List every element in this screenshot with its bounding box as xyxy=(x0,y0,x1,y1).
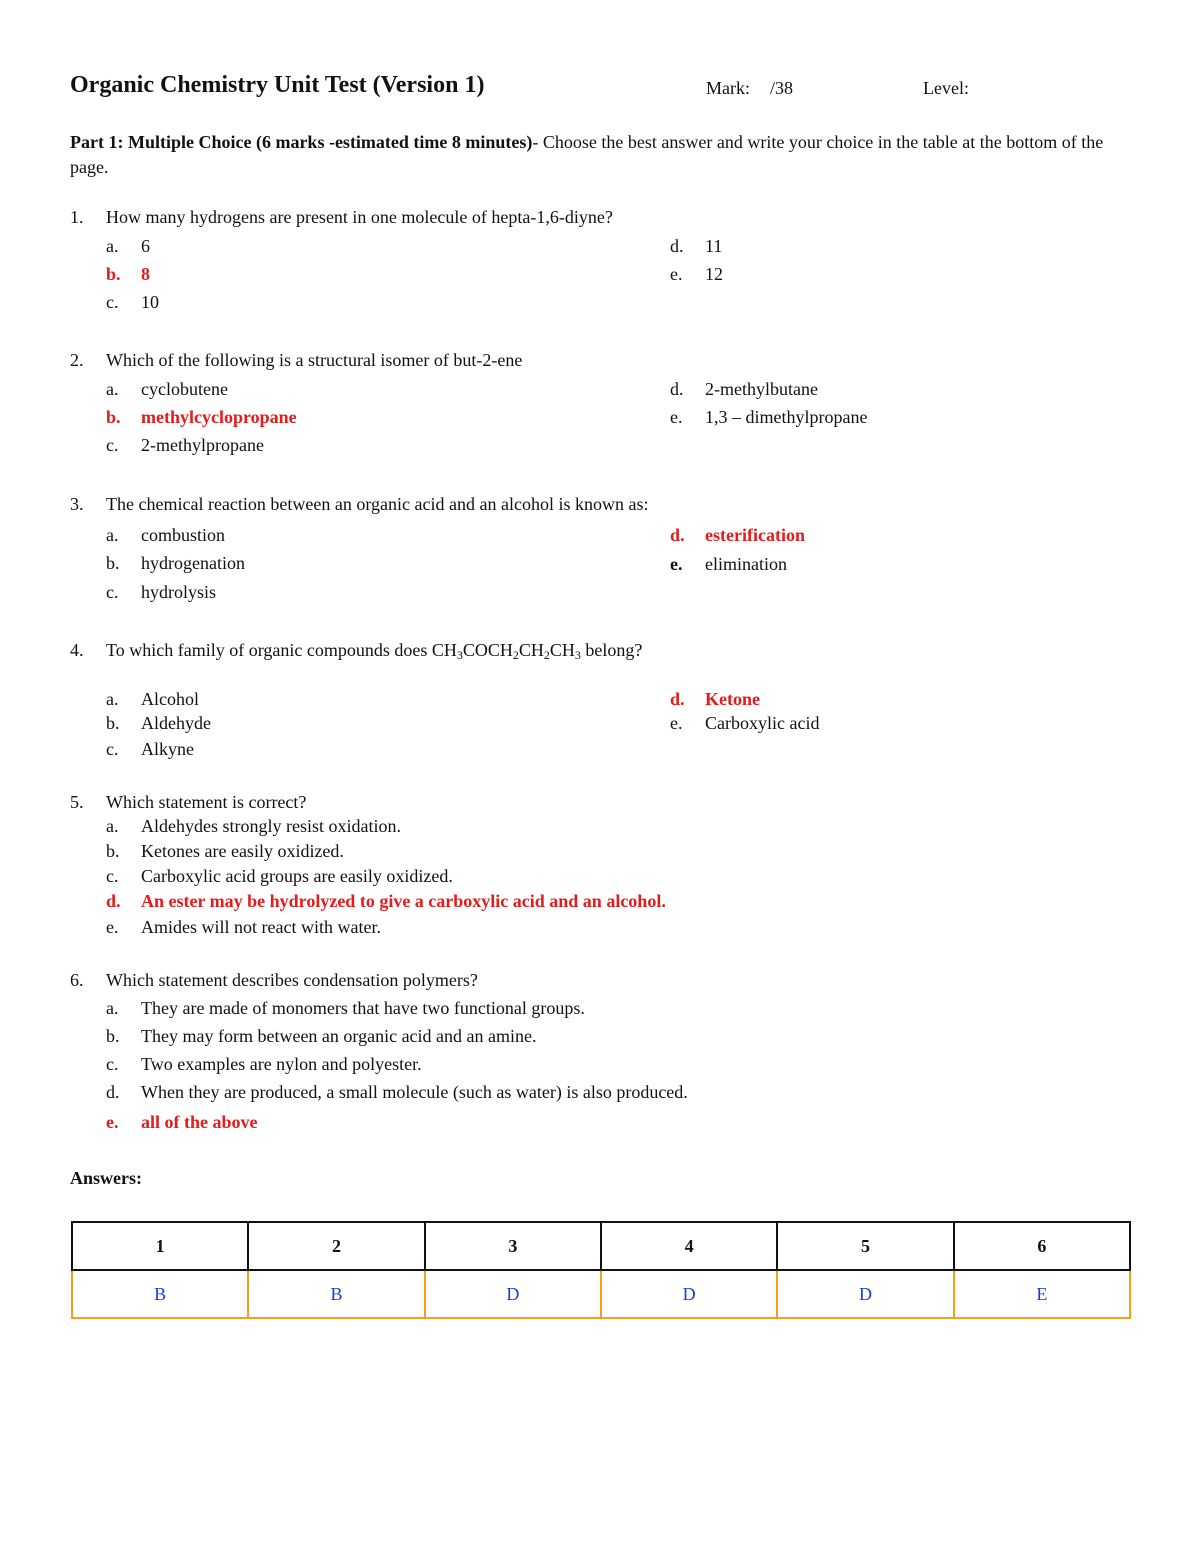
mark-total: /38 xyxy=(770,78,794,98)
question-stem: To which family of organic compounds does $CH_3COCH_2CH_2CH_3$ belong? xyxy=(106,640,643,662)
answer-header-1: 1 xyxy=(72,1222,248,1270)
answer-header-3: 3 xyxy=(425,1222,601,1270)
answer-cell-2[interactable]: B xyxy=(248,1270,424,1318)
answer-cell-1[interactable]: B xyxy=(72,1270,248,1318)
question-3: 3. The chemical reaction between an organic acid and an alcohol is known as: a. combustion b. hydrogenation c. hydrolysis d. esterification e. elimination xyxy=(70,491,1130,517)
answer-cell-4[interactable]: D xyxy=(601,1270,777,1318)
answer-cell-3[interactable]: D xyxy=(425,1270,601,1318)
test-header xyxy=(70,72,1130,108)
part1-intro xyxy=(70,130,1110,180)
answer-cell-6[interactable]: E xyxy=(954,1270,1130,1318)
question-stem: How many hydrogens are present in one molecule of hepta-1,6-diyne? xyxy=(106,207,613,227)
answers-table xyxy=(71,1221,1131,1319)
question-number: 2. xyxy=(70,350,84,370)
page-title: Organic Chemistry Unit Test (Version 1) xyxy=(70,72,485,98)
answers-value-row xyxy=(72,1270,1130,1318)
question-number: 1. xyxy=(70,207,84,227)
question-4: 4. To which family of organic compounds does $CH_3COCH_2CH_2CH_3$ belong? a. Alcohol b. Aldehyde c. Alkyne d. Ketone e. Carboxylic acid xyxy=(70,637,1130,663)
question-stem: Which statement is correct? xyxy=(106,792,307,812)
question-stem: The chemical reaction between an organic acid and an alcohol is known as: xyxy=(106,494,649,514)
part1-heading: Part 1: Multiple Choice (6 marks -estimated time 8 minutes) xyxy=(70,132,533,152)
question-6: 6. Which statement describes condensation polymers? a. They are made of monomers that have two functional groups. b. They may form between an organic acid and an amine. c. Two examples are nylon and polyester. d. When they are produced, a small molecule (such as water) is also produced. e. all of the above xyxy=(70,967,1130,993)
answer-header-6: 6 xyxy=(954,1222,1130,1270)
answer-cell-5[interactable]: D xyxy=(777,1270,953,1318)
question-number: 5. xyxy=(70,792,84,812)
answer-header-4: 4 xyxy=(601,1222,777,1270)
answer-header-2: 2 xyxy=(248,1222,424,1270)
part1-instruction: - Choose the best answer and write your choice in the table at the bottom of the page. xyxy=(70,132,1104,177)
answers-label: Answers: xyxy=(70,1168,142,1188)
level-label: Level: xyxy=(923,78,969,98)
question-number: 4. xyxy=(70,640,84,660)
mark-field xyxy=(706,78,793,99)
answers-header-row xyxy=(72,1222,1130,1270)
question-number: 3. xyxy=(70,494,84,514)
question-stem: Which statement describes condensation polymers? xyxy=(106,970,478,990)
question-number: 6. xyxy=(70,970,84,990)
answer-header-5: 5 xyxy=(777,1222,953,1270)
question-2: 2. Which of the following is a structural isomer of but-2-ene a. cyclobutene b. methylcyclopropane c. 2-methylpropane d. 2-methylbutane e. 1,3 – dimethylpropane xyxy=(70,347,1130,373)
mark-label: Mark: xyxy=(706,78,750,98)
question-5: 5. Which statement is correct? a. Aldehydes strongly resist oxidation. b. Ketones are easily oxidized. c. Carboxylic acid groups are easily oxidized. d. An ester may be hydrolyzed to give a carboxylic acid and an alcohol. e. Amides will not react with water. xyxy=(70,789,1130,815)
question-stem: Which of the following is a structural isomer of but-2-ene xyxy=(106,350,523,370)
question-1: 1. How many hydrogens are present in one molecule of hepta-1,6-diyne? a. 6 b. 8 c. 10 d. 11 e. 12 xyxy=(70,204,1130,230)
